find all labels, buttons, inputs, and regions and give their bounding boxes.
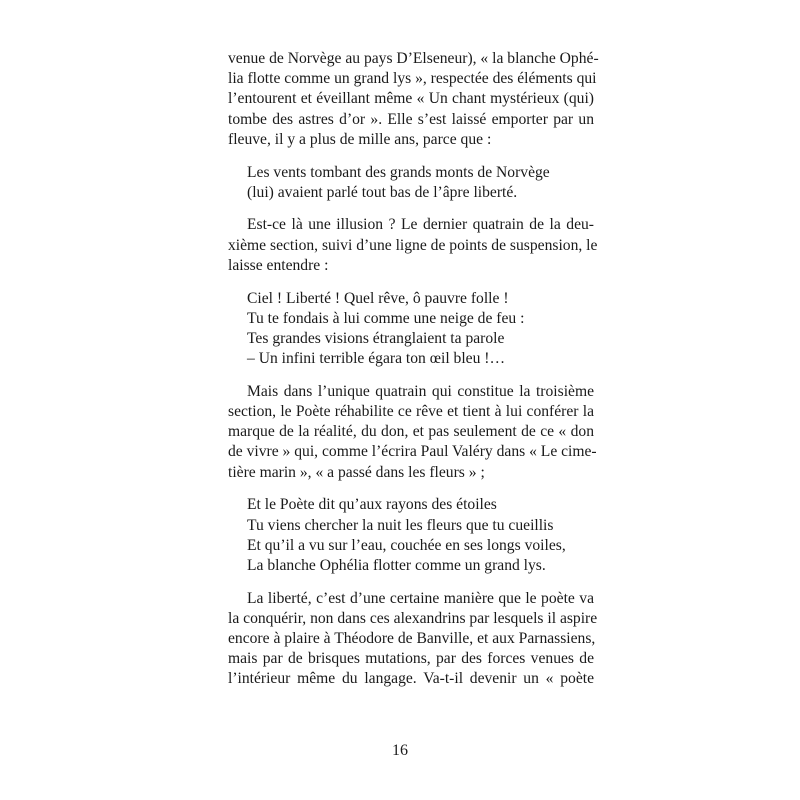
verse-line: Tes grandes visions étranglaient ta parole (247, 329, 505, 347)
paragraph-line: mais par de brisques mutations, par des forces venues de (228, 650, 594, 668)
paragraph-line: l’intérieur même du langage. Va-t-il devenir un « poète (228, 670, 594, 688)
verse-line: La blanche Ophélia flotter comme un grand lys. (247, 556, 546, 574)
paragraph-line: venue de Norvège au pays D’Elseneur), « la blanche Ophé- (228, 50, 599, 67)
paragraph-line: xième section, suivi d’une ligne de points de suspension, le (228, 236, 598, 254)
paragraph-line: laisse entendre : (228, 256, 329, 274)
paragraph-line: de vivre » qui, comme l’écrira Paul Valéry dans « Le cime- (228, 443, 597, 461)
verse-line: Tu viens chercher la nuit les fleurs que tu cueillis (247, 516, 554, 534)
verse-line: Ciel ! Liberté ! Quel rêve, ô pauvre folle ! (247, 289, 509, 307)
paragraph-line: Mais dans l’unique quatrain qui constitue la troisième (247, 382, 594, 400)
paragraph-line: encore à plaire à Théodore de Banville, et aux Parnassiens, (228, 630, 596, 647)
paragraph-line: tombe des astres d’or ». Elle s’est laissé emporter par un (228, 110, 594, 128)
verse-line: Les vents tombant des grands monts de Norvège (247, 163, 550, 181)
verse-line: Et qu’il a vu sur l’eau, couchée en ses longs voiles, (247, 536, 566, 554)
paragraph-line: lia flotte comme un grand lys », respectée des éléments qui (228, 70, 597, 88)
paragraph-line: marque de la réalité, du don, et pas seulement de ce « don (228, 423, 594, 441)
verse-line: Tu te fondais à lui comme une neige de feu : (247, 309, 525, 327)
paragraph-line: la conquérir, non dans ces alexandrins par lesquels il aspire (228, 609, 598, 627)
paragraph-line: fleuve, il y a plus de mille ans, parce que : (228, 130, 492, 148)
paragraph-line: tière marin », « a passé dans les fleurs » ; (228, 463, 485, 481)
paragraph-line: La liberté, c’est d’une certaine manière que le poète va (247, 589, 594, 607)
page-number: 16 (392, 742, 408, 759)
paragraph-line: l’entourent et éveillant même « Un chant mystérieux (qui) (228, 90, 594, 108)
verse-line: (lui) avaient parlé tout bas de l’âpre liberté. (247, 183, 518, 201)
verse-line: – Un infini terrible égara ton œil bleu !… (247, 350, 506, 368)
paragraph-line: Est-ce là une illusion ? Le dernier quatrain de la deu- (247, 216, 594, 234)
paragraph-line: section, le Poète réhabilite ce rêve et tient à lui conférer la (228, 403, 594, 420)
verse-line: Et le Poète dit qu’aux rayons des étoiles (247, 496, 497, 514)
